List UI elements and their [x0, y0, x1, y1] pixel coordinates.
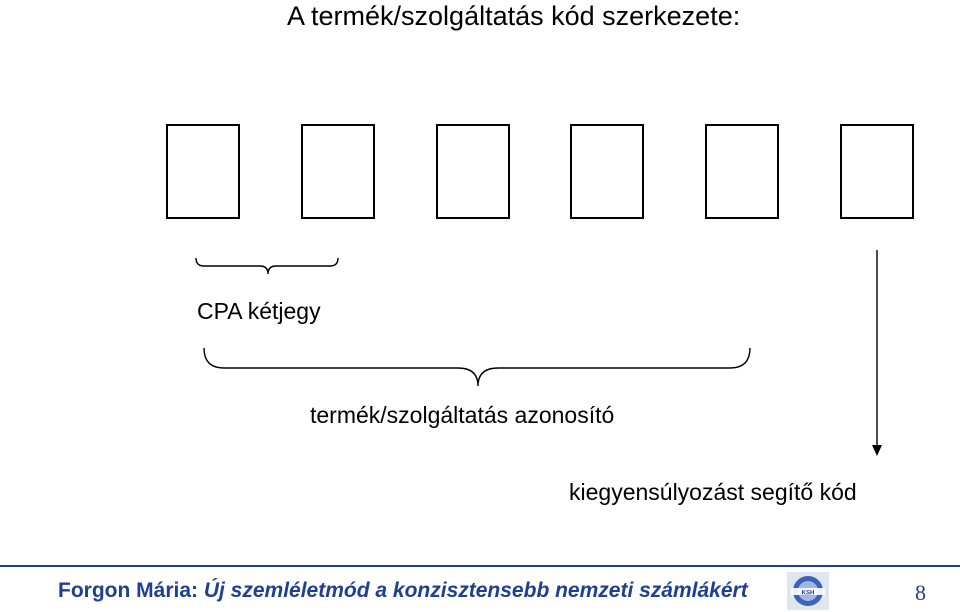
- code-digit-box-2: [301, 124, 375, 219]
- ksh-logo-icon: [787, 572, 829, 610]
- cpa-label: CPA kétjegy: [197, 298, 321, 324]
- code-digit-box-6: [840, 124, 914, 219]
- page-number: 8: [915, 580, 926, 605]
- cpa-brace: [196, 258, 338, 274]
- code-digit-box-5: [705, 124, 779, 219]
- product-id-label: termék/szolgáltatás azonosító: [310, 402, 615, 428]
- footer-subtitle: Új szemléletmód a konzisztensebb nemzeti számlákért: [203, 579, 748, 602]
- code-digit-box-1: [166, 124, 240, 219]
- product-id-brace: [204, 348, 750, 386]
- code-digit-box-3: [436, 124, 510, 219]
- balance-code-arrow-head: [872, 445, 882, 456]
- ksh-logo-text: KSH: [801, 590, 815, 597]
- balance-code-label: kiegyensúlyozást segítő kód: [569, 479, 857, 505]
- footer-divider: [0, 565, 960, 567]
- footer-text: [58, 578, 748, 604]
- footer-author: Forgon Mária:: [58, 579, 198, 602]
- code-digit-box-4: [570, 124, 644, 219]
- page-title: A termék/szolgáltatás kód szerkezete:: [287, 1, 741, 31]
